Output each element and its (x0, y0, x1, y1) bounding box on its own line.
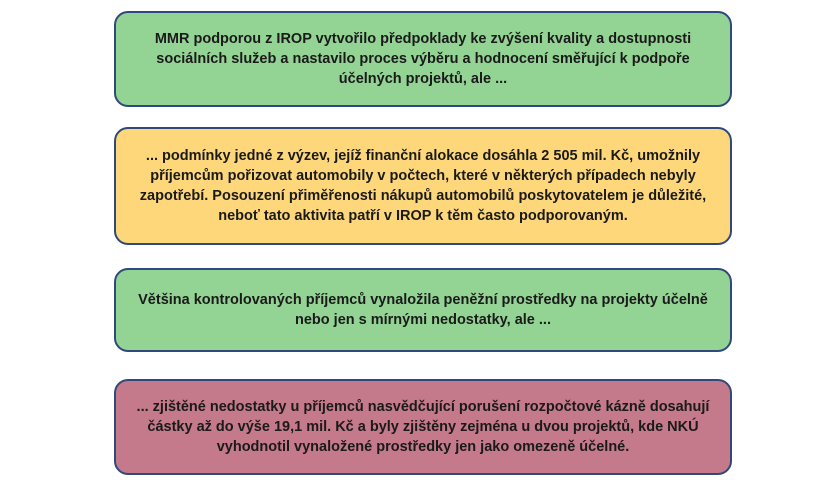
finding-text-4: ... zjištěné nedostatky u příjemců nasvědčující porušení rozpočtové kázně dosahují částky až do výše 19,1 mil. Kč a byly zjištěny zejména u dvou projektů, kde NKÚ vyhodnotil vynaložené prostředky jen jako omezeně účelné. (136, 399, 710, 455)
finding-box-1 (114, 11, 732, 107)
finding-text-2: ... podmínky jedné z výzev, jejíž finanční alokace dosáhla 2 505 mil. Kč, umožnily příjemcům pořizovat automobily v počtech, které v některých případech nebyly zapotřebí. Posouzení přiměřenosti nákupů automobilů poskytovatelem je důležité, neboť tato aktivita patří v IROP k těm často podporovaným. (139, 148, 707, 224)
finding-box-4 (114, 379, 732, 475)
finding-box-2 (114, 127, 732, 245)
finding-box-3 (114, 268, 732, 352)
finding-text-3: Většina kontrolovaných příjemců vynaložila peněžní prostředky na projekty účelně nebo jen s mírnými nedostatky, ale ... (138, 292, 708, 328)
finding-text-1: MMR podporou z IROP vytvořilo předpoklady ke zvýšení kvality a dostupnosti sociálních služeb a nastavilo proces výběru a hodnocení směřující k podpoře účelných projektů, ale ... (154, 31, 692, 87)
